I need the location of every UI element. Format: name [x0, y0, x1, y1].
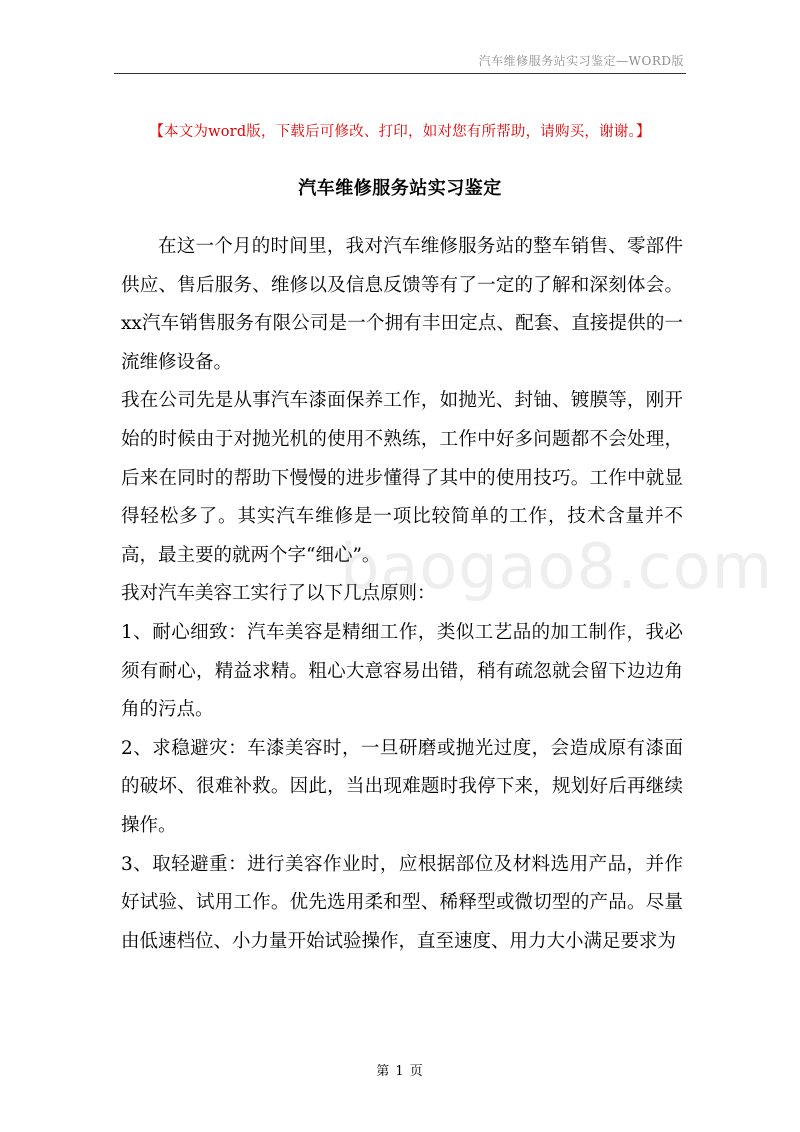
body-paragraph: 2、求稳避灾：车漆美容时，一旦研磨或抛光过度，会造成原有漆面的破坏、很难补救。因此，当出现难题时我停下来，规划好后再继续操作。 [121, 737, 683, 836]
body-paragraph: 在这一个月的时间里，我对汽车维修服务站的整车销售、零部件供应、售后服务、维修以及信息反馈等有了一定的了解和深刻体会。xx汽车销售服务有限公司是一个拥有丰田定点、配套、直接提供的一流维修设备。 [121, 236, 683, 373]
document-body [121, 228, 683, 961]
purchase-notice: 【本文为word版，下载后可修改、打印，如对您有所帮助，请购买，谢谢。】 [149, 124, 651, 140]
body-paragraph: 3、取轻避重：进行美容作业时，应根据部位及材料选用产品，并作好试验、试用工作。优先选用柔和型、稀释型或微切型的产品。尽量由低速档位、小力量开始试验操作，直至速度、用力大小满足要求为 [121, 853, 683, 952]
header-divider [114, 73, 686, 74]
body-paragraph: 1、耐心细致：汽车美容是精细工作，类似工艺品的加工制作，我必须有耐心，精益求精。粗心大意容易出错，稍有疏忽就会留下边边角角的污点。 [121, 621, 683, 721]
site-watermark: baogao8.com [340, 530, 774, 603]
body-paragraph: 我在公司先是从事汽车漆面保养工作，如抛光、封铀、镀膜等，刚开始的时候由于对抛光机的使用不熟练，工作中好多问题都不会处理，后来在同时的帮助下慢慢的进步懂得了其中的使用技巧。工作中就显得轻松多了。其实汽车维修是一项比较简单的工作，技术含量并不高，最主要的就两个字“细心”。 [121, 390, 683, 566]
document-title: 汽车维修服务站实习鉴定 [298, 178, 502, 199]
body-paragraph: 我对汽车美容工实行了以下几点原则： [121, 583, 436, 605]
page-number: 第 1 页 [376, 1064, 424, 1079]
running-header: 汽车维修服务站实习鉴定—WORD版 [478, 54, 684, 68]
